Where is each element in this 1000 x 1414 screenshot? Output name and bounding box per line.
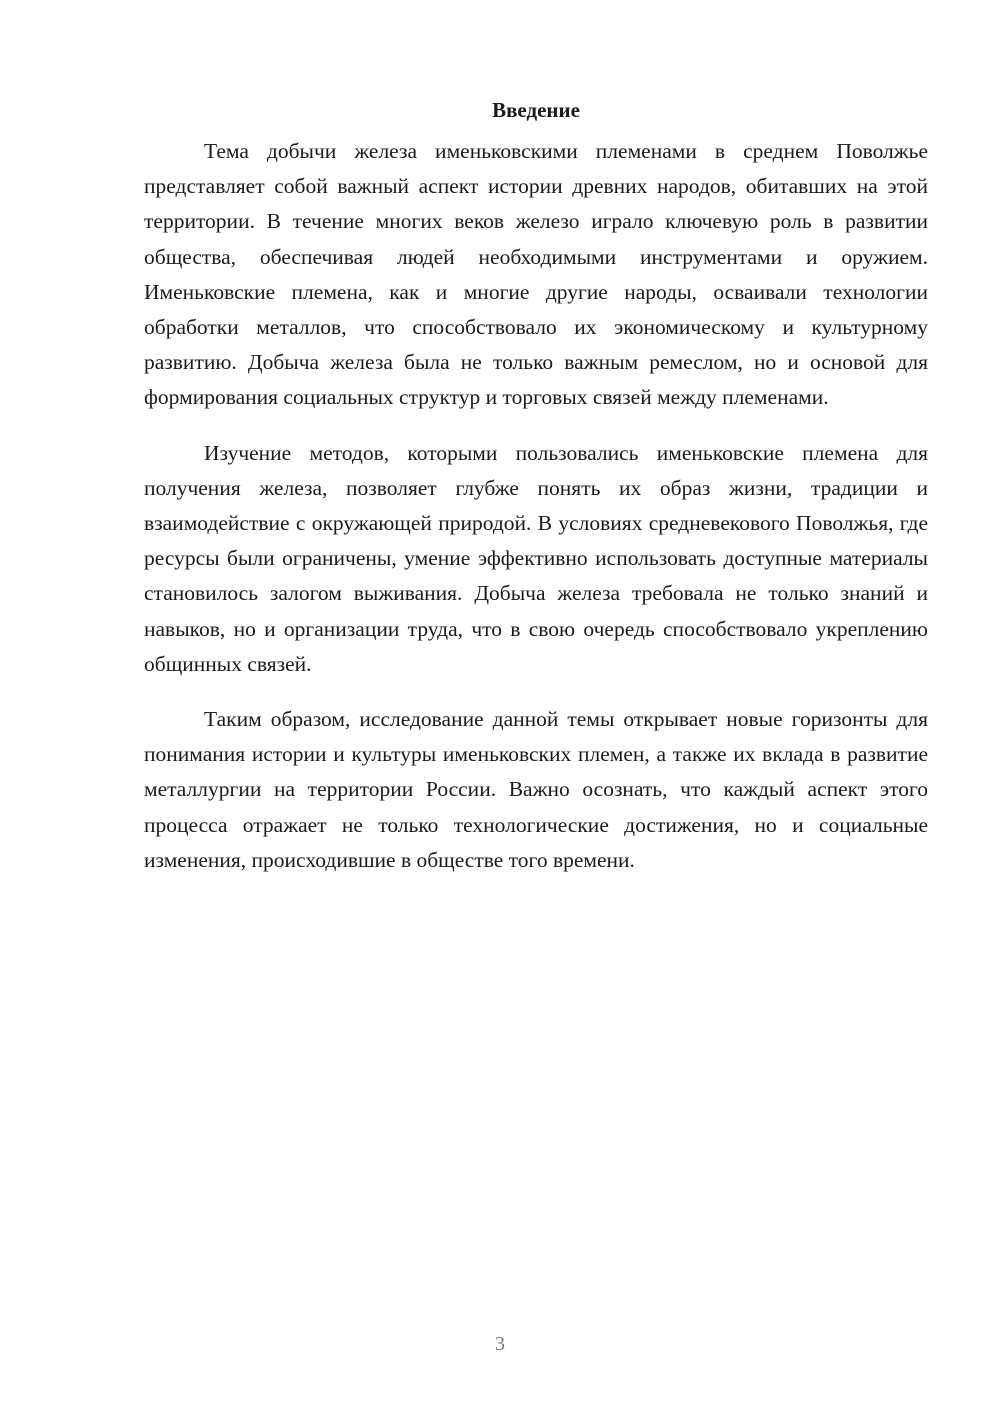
page-content: [144, 92, 928, 898]
paragraph-2: Изучение методов, которыми пользовались именьковские племена для получения железа, позволяет глубже понять их образ жизни, традиции и взаимодействие с окружающей природой. В условиях средневекового Поволжья, где ресурсы были ограничены, умение эффективно использовать доступные материалы становилось залогом выживания. Добыча железа требовала не только знаний и навыков, но и организации труда, что в свою очередь способствовало укреплению общинных связей.: [144, 440, 928, 676]
paragraph-1: Тема добычи железа именьковскими племенами в среднем Поволжье представляет собой важный аспект истории древних народов, обитавших на этой территории. В течение многих веков железо играло ключевую роль в развитии общества, обеспечивая людей необходимыми инструментами и оружием. Именьковские племена, как и многие другие народы, осваивали технологии обработки металлов, что способствовало их экономическому и культурному развитию. Добыча железа была не только важным ремеслом, но и основой для формирования социальных структур и торговых связей между племенами.: [144, 139, 928, 410]
page-heading: Введение: [492, 98, 580, 122]
page-number: 3: [495, 1333, 505, 1355]
paragraph-3: Таким образом, исследование данной темы открывает новые горизонты для понимания истории и культуры именьковских племен, а также их вклада в развитие металлургии на территории России. Важно осознать, что каждый аспект этого процесса отражает не только технологические достижения, но и социальные изменения, происходившие в обществе того времени.: [144, 707, 928, 872]
